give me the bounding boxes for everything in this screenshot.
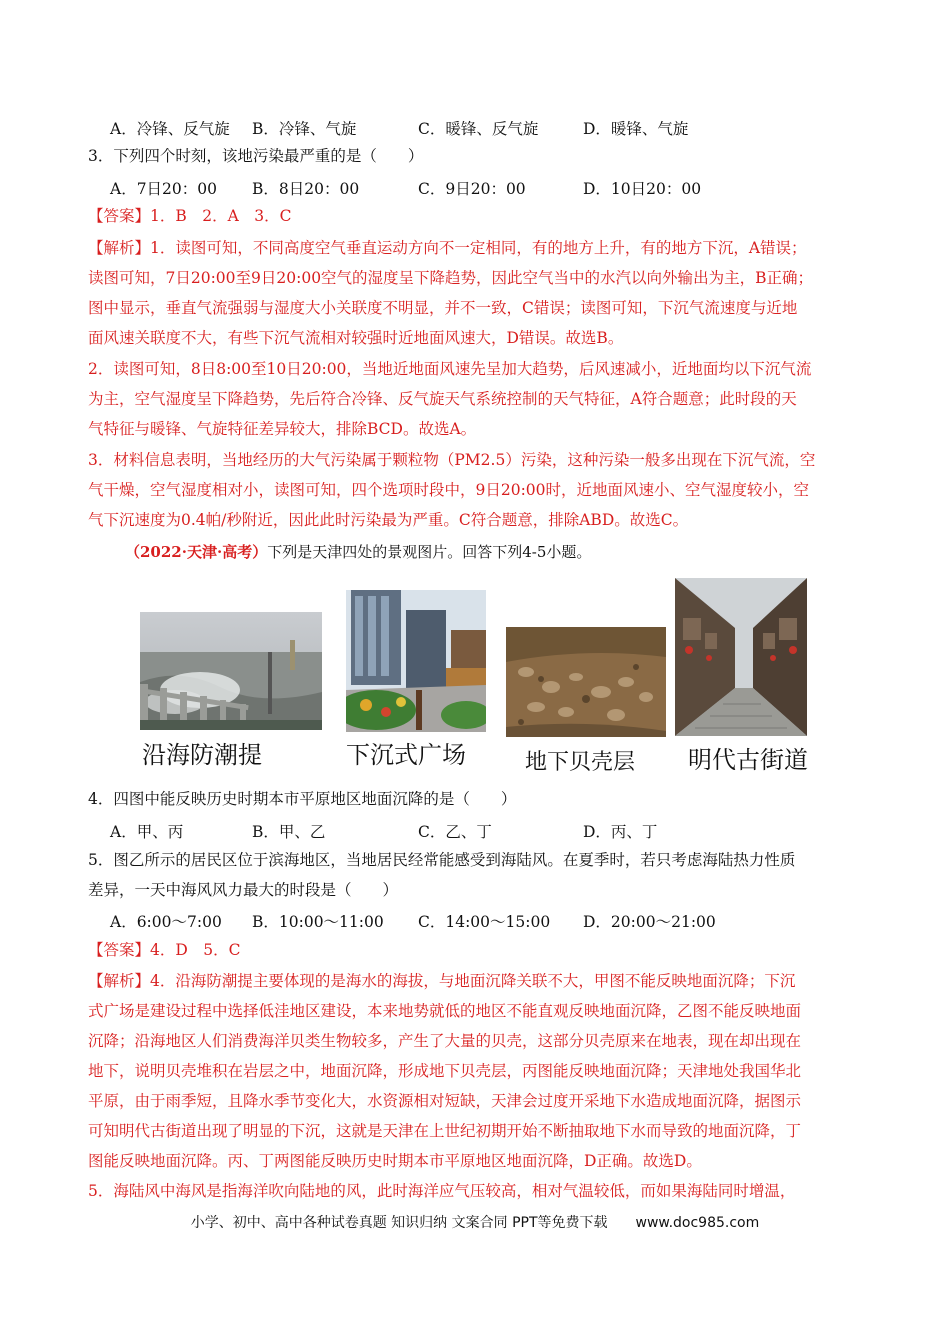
analysis-4-line: 式广场是建设过程中选择低洼地区建设，本来地势就低的地区不能直观反映地面沉降，乙图不能反映地面 — [88, 1002, 802, 1020]
q5-option-b: B．10:00～11:00 — [252, 913, 384, 931]
analysis-4-line: 【解析】4．沿海防潮提主要体现的是海水的海拔，与地面沉降关联不大，甲图不能反映地面沉降；下沉 — [88, 972, 796, 990]
q3-option-b: B．8日20：00 — [252, 180, 360, 198]
analysis-2-line: 2．读图可知，8日8:00至10日20:00，当地近地面风速先呈加大趋势，后风速减小，近地面均以下沉气流 — [88, 360, 812, 378]
analysis-5-line: 5．海陆风中海风是指海洋吹向陆地的风，此时海洋应气压较高，相对气温较低，而如果海陆同时增温， — [88, 1182, 796, 1200]
intro-text: 下列是天津四处的景观图片。回答下列4-5小题。 — [267, 543, 592, 561]
q4-option-d: D．丙、丁 — [583, 823, 658, 841]
photo-caption-sunken-plaza: 下沉式广场 — [346, 741, 466, 769]
analysis-4-line: 平原，由于雨季短，且降水季节变化大，水资源相对短缺，天津会过度开采地下水造成地面沉降，据图示 — [88, 1092, 802, 1110]
analysis-4-line: 图能反映地面沉降。丙、丁两图能反映历史时期本市平原地区地面沉降，D正确。故选D。 — [88, 1152, 702, 1170]
photo-seawall — [140, 612, 322, 730]
q4-option-a: A．甲、丙 — [110, 823, 184, 841]
photo-caption-seawall: 沿海防潮提 — [142, 741, 262, 769]
q2-option-d: D．暖锋、气旋 — [583, 120, 689, 138]
photo-caption-ancient-street: 明代古街道 — [688, 746, 808, 774]
q3-stem: 3．下列四个时刻，该地污染最严重的是（ ） — [88, 147, 424, 165]
analysis-2-line: 气特征与暖锋、气旋特征差异较大，排除BCD。故选A。 — [88, 420, 477, 438]
answer-4-5: 【答案】4．D 5．C — [88, 941, 241, 959]
analysis-3-line: 气干燥，空气湿度相对小，读图可知，四个选项时段中，9日20:00时，近地面风速小、空气湿度较小，空 — [88, 481, 810, 499]
photo-shell-layer — [506, 627, 666, 737]
q4-option-c: C．乙、丁 — [418, 823, 492, 841]
analysis-3-line: 气下沉速度为0.4帕/秒附近，因此此时污染最为严重。C符合题意，排除ABD。故选C。 — [88, 511, 689, 529]
photo-ancient-street — [675, 578, 807, 736]
analysis-1-line: 读图可知，7日20:00至9日20:00空气的湿度呈下降趋势，因此空气当中的水汽以向外输出为主，B正确； — [88, 269, 813, 287]
photo-sunken-plaza — [346, 590, 486, 732]
q2-option-c: C．暖锋、反气旋 — [418, 120, 539, 138]
q3-option-d: D．10日20：00 — [583, 180, 702, 198]
page-footer: 小学、初中、高中各种试卷真题 知识归纳 文案合同 PPT等免费下载 www.doc985.com — [190, 1215, 760, 1231]
q5-option-c: C．14:00～15:00 — [418, 913, 551, 931]
q4-stem: 4．四图中能反映历史时期本市平原地区地面沉降的是（ ） — [88, 790, 517, 808]
q4-option-b: B．甲、乙 — [252, 823, 326, 841]
analysis-4-line: 可知明代古街道出现了明显的下沉，这就是天津在上世纪初期开始不断抽取地下水而导致的地面沉降，丁 — [88, 1122, 802, 1140]
analysis-3-line: 3．材料信息表明，当地经历的大气污染属于颗粒物（PM2.5）污染，这种污染一般多出现在下沉气流，空 — [88, 451, 816, 469]
q5-option-d: D．20:00～21:00 — [583, 913, 716, 931]
q2-option-b: B．冷锋、气旋 — [252, 120, 357, 138]
analysis-1-line: 面风速关联度不大，有些下沉气流相对较强时近地面风速大，D错误。故选B。 — [88, 329, 624, 347]
analysis-1-line: 图中显示，垂直气流强弱与湿度大小关联度不明显，并不一致，C错误；读图可知，下沉气流速度与近地 — [88, 299, 798, 317]
q2-option-a: A．冷锋、反气旋 — [110, 120, 230, 138]
analysis-4-line: 地下，说明贝壳堆积在岩层之中，地面沉降，形成地下贝壳层，丙图能反映地面沉降；天津地处我国华北 — [88, 1062, 802, 1080]
q3-option-a: A．7日20：00 — [110, 180, 218, 198]
q5-stem-line: 差异，一天中海风风力最大的时段是（ ） — [88, 881, 399, 899]
intro-source: （2022·天津·高考） — [125, 543, 268, 561]
q5-option-a: A．6:00～7:00 — [110, 913, 222, 931]
analysis-4-line: 沉降；沿海地区人们消费海洋贝类生物较多，产生了大量的贝壳，这部分贝壳原来在地表，现在却出现在 — [88, 1032, 802, 1050]
q5-stem-line: 5．图乙所示的居民区位于滨海地区，当地居民经常能感受到海陆风。在夏季时，若只考虑海陆热力性质 — [88, 851, 796, 869]
photo-caption-shell-layer: 地下贝壳层 — [525, 750, 636, 775]
analysis-2-line: 为主，空气湿度呈下降趋势，先后符合冷锋、反气旋天气系统控制的天气特征，A符合题意；此时段的天 — [88, 390, 797, 408]
analysis-1-line: 【解析】1．读图可知，不同高度空气垂直运动方向不一定相同，有的地方上升，有的地方下沉，A错误； — [88, 239, 807, 257]
answer-1-3: 【答案】1．B 2．A 3．C — [88, 207, 292, 225]
q3-option-c: C．9日20：00 — [418, 180, 526, 198]
intro-line — [125, 542, 591, 562]
